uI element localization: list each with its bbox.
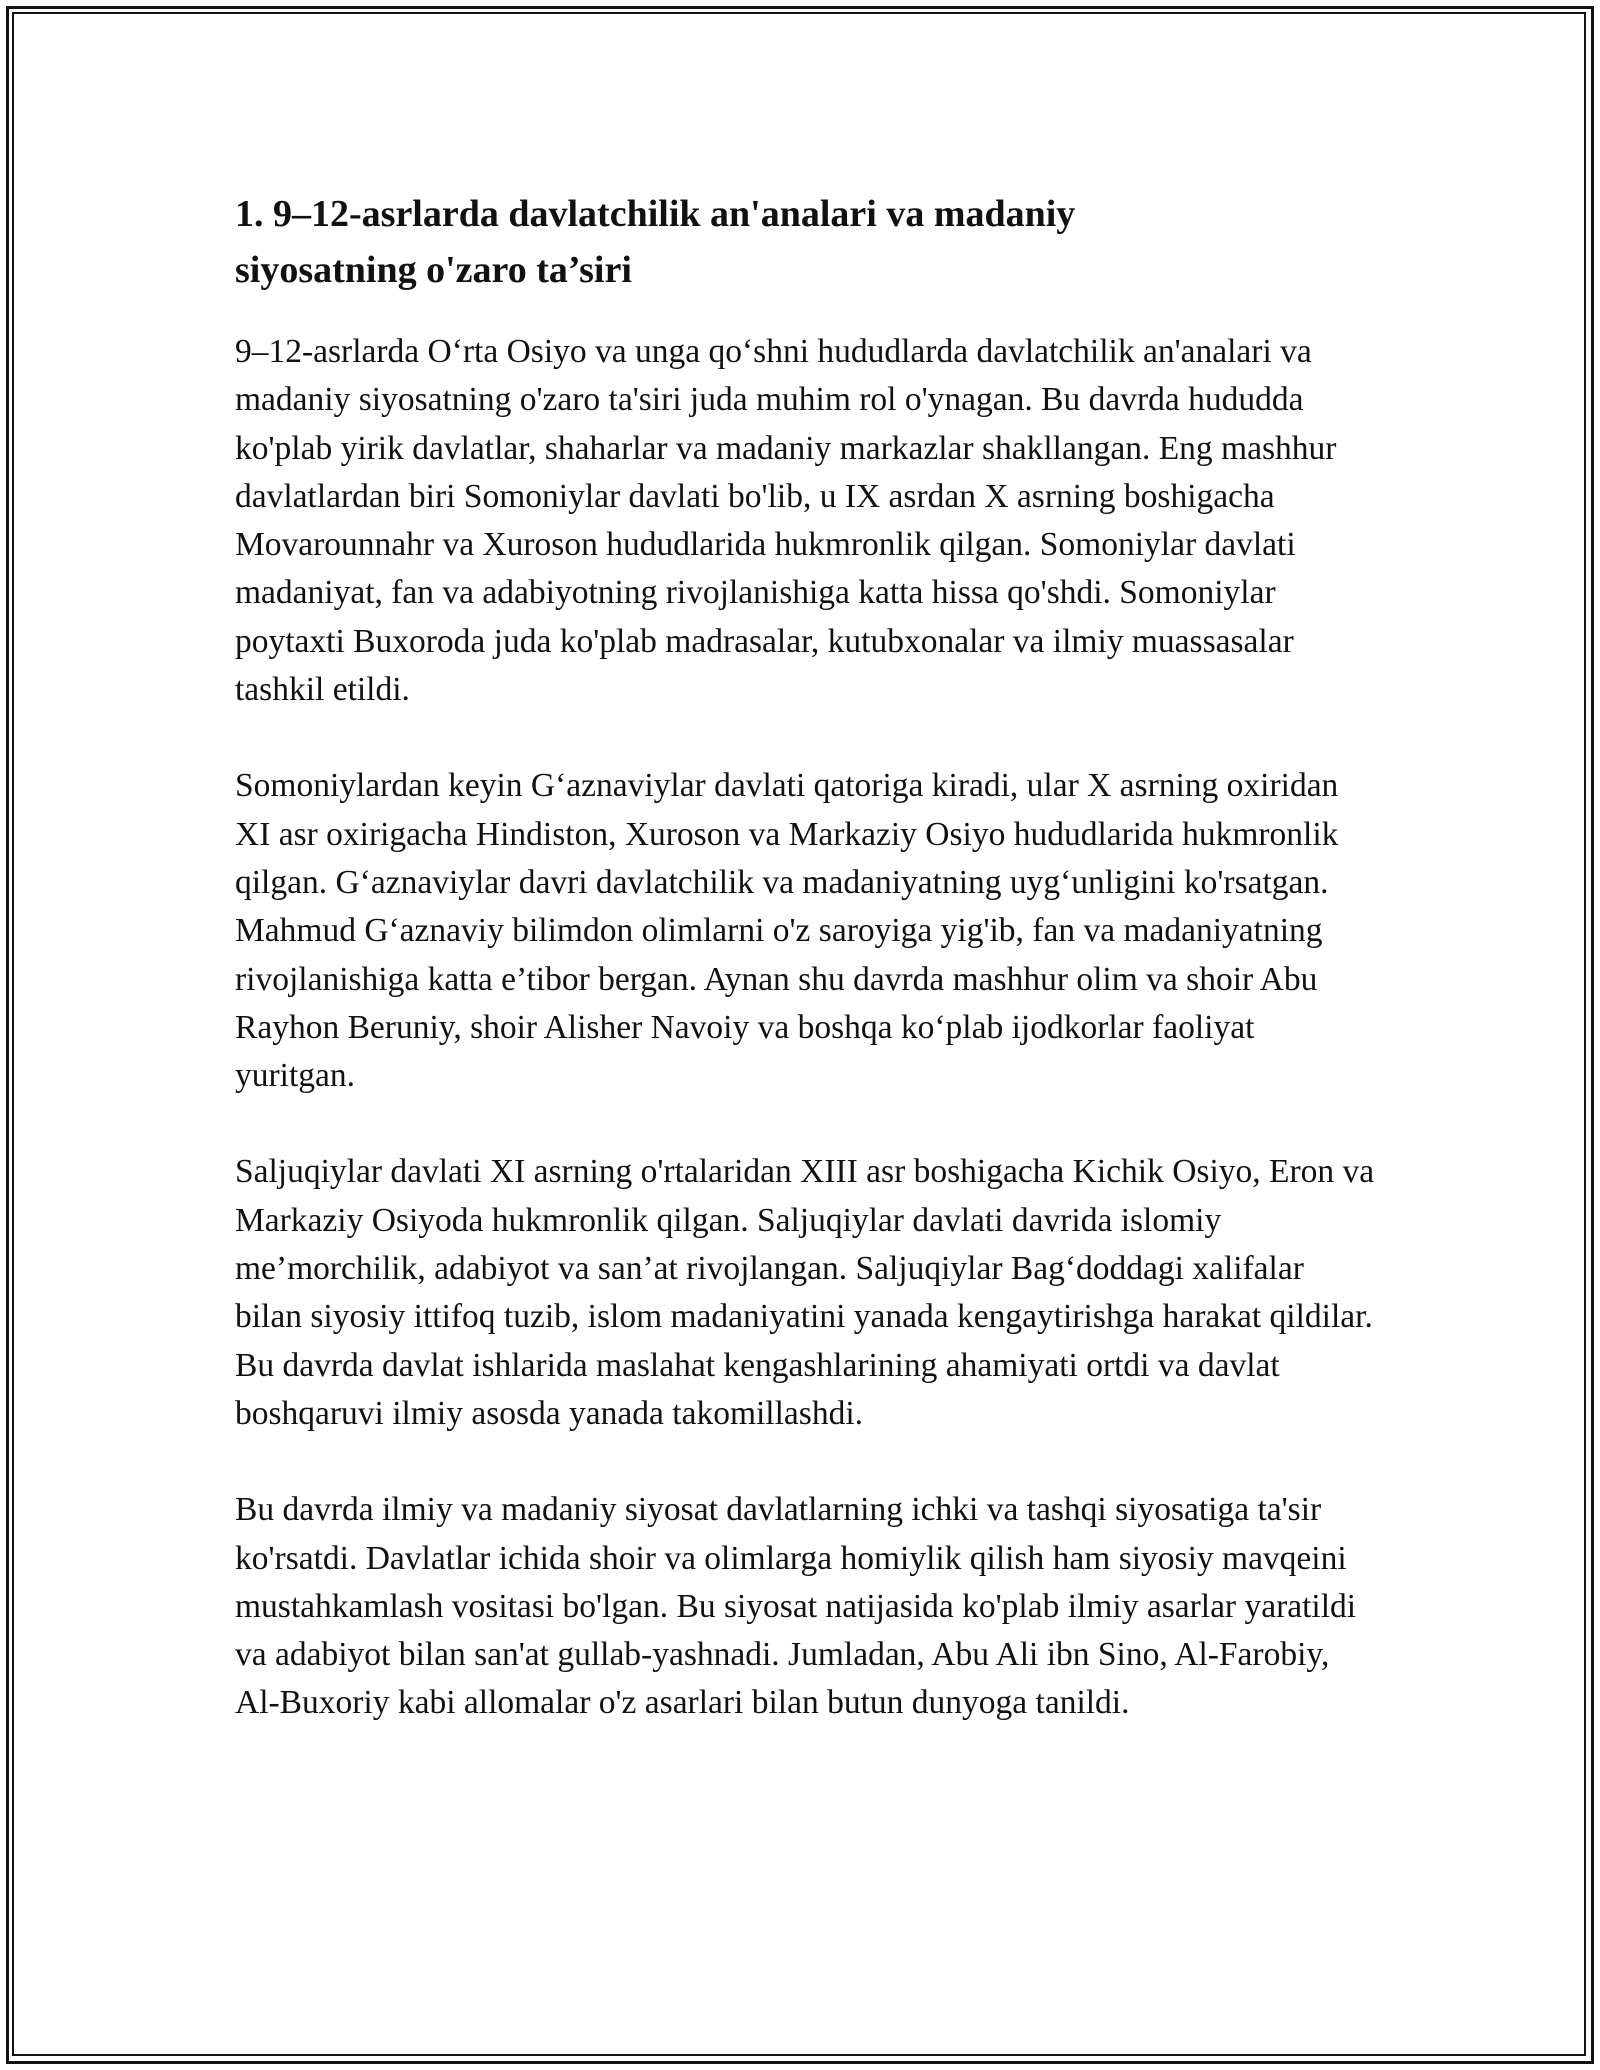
paragraph-2: Somoniylardan keyin G‘aznaviylar davlati qatoriga kiradi, ular X asrning oxiridan XI asr oxirigacha Hindiston, Xuroson va Markaziy Osiyo hududlarida hukmronlik qilgan. G‘aznaviylar davri davlatchilik va madaniyatning uyg‘unligini ko'rsatgan. Mahmud G‘aznaviy bilimdon olimlarni o'z saroyiga yig'ib, fan va madaniyatning rivojlanishiga katta e’tibor bergan. Aynan shu davrda mashhur olim va shoir Abu Rayhon Beruniy, shoir Alisher Navoiy va boshqa ko‘plab ijodkorlar faoliyat yuritgan. — [235, 767, 1339, 1095]
section-heading: 1. 9–12-asrlarda davlatchilik an'analari va madaniy siyosatning o'zaro ta’siri — [235, 193, 1076, 291]
paragraph-4: Bu davrda ilmiy va madaniy siyosat davlatlarning ichki va tashqi siyosatiga ta'sir ko'rsatdi. Davlatlar ichida shoir va olimlarga homiylik qilish ham siyosiy mavqeini mustahkamlash vositasi bo'lgan. Bu siyosat natijasida ko'plab ilmiy asarlar yaratildi va adabiyot bilan san'at gullab-yashnadi. Jumladan, Abu Ali ibn Sino, Al-Farobiy, Al-Buxoriy kabi allomalar o'z asarlari bilan butun dunyoga tanildi. — [235, 1491, 1357, 1722]
paragraph-3: Saljuqiylar davlati XI asrning o'rtalaridan XIII asr boshigacha Kichik Osiyo, Eron va Markaziy Osiyoda hukmronlik qilgan. Saljuqiylar davlati davrida islomiy me’morchilik, adabiyot va san’at rivojlangan. Saljuqiylar Bag‘doddagi xalifalar bilan siyosiy ittifoq tuzib, islom madaniyatini yanada kengaytirishga harakat qildilar. Bu davrda davlat ishlarida maslahat kengashlarining ahamiyati ortdi va davlat boshqaruvi ilmiy asosda yanada takomillashdi. — [235, 1153, 1375, 1432]
document-body — [235, 186, 1375, 1776]
paragraph-1: 9–12-asrlarda O‘rta Osiyo va unga qo‘shni hududlarda davlatchilik an'analari va madaniy siyosatning o'zaro ta'siri juda muhim rol o'ynagan. Bu davrda hududda ko'plab yirik davlatlar, shaharlar va madaniy markazlar shakllangan. Eng mashhur davlatlardan biri Somoniylar davlati bo'lib, u IX asrdan X asrning boshigacha Movarounnahr va Xuroson hududlarida hukmronlik qilgan. Somoniylar davlati madaniyat, fan va adabiyotning rivojlanishiga katta hissa qo'shdi. Somoniylar poytaxti Buxoroda juda ko'plab madrasalar, kutubxonalar va ilmiy muassasalar tashkil etildi. — [235, 333, 1337, 709]
